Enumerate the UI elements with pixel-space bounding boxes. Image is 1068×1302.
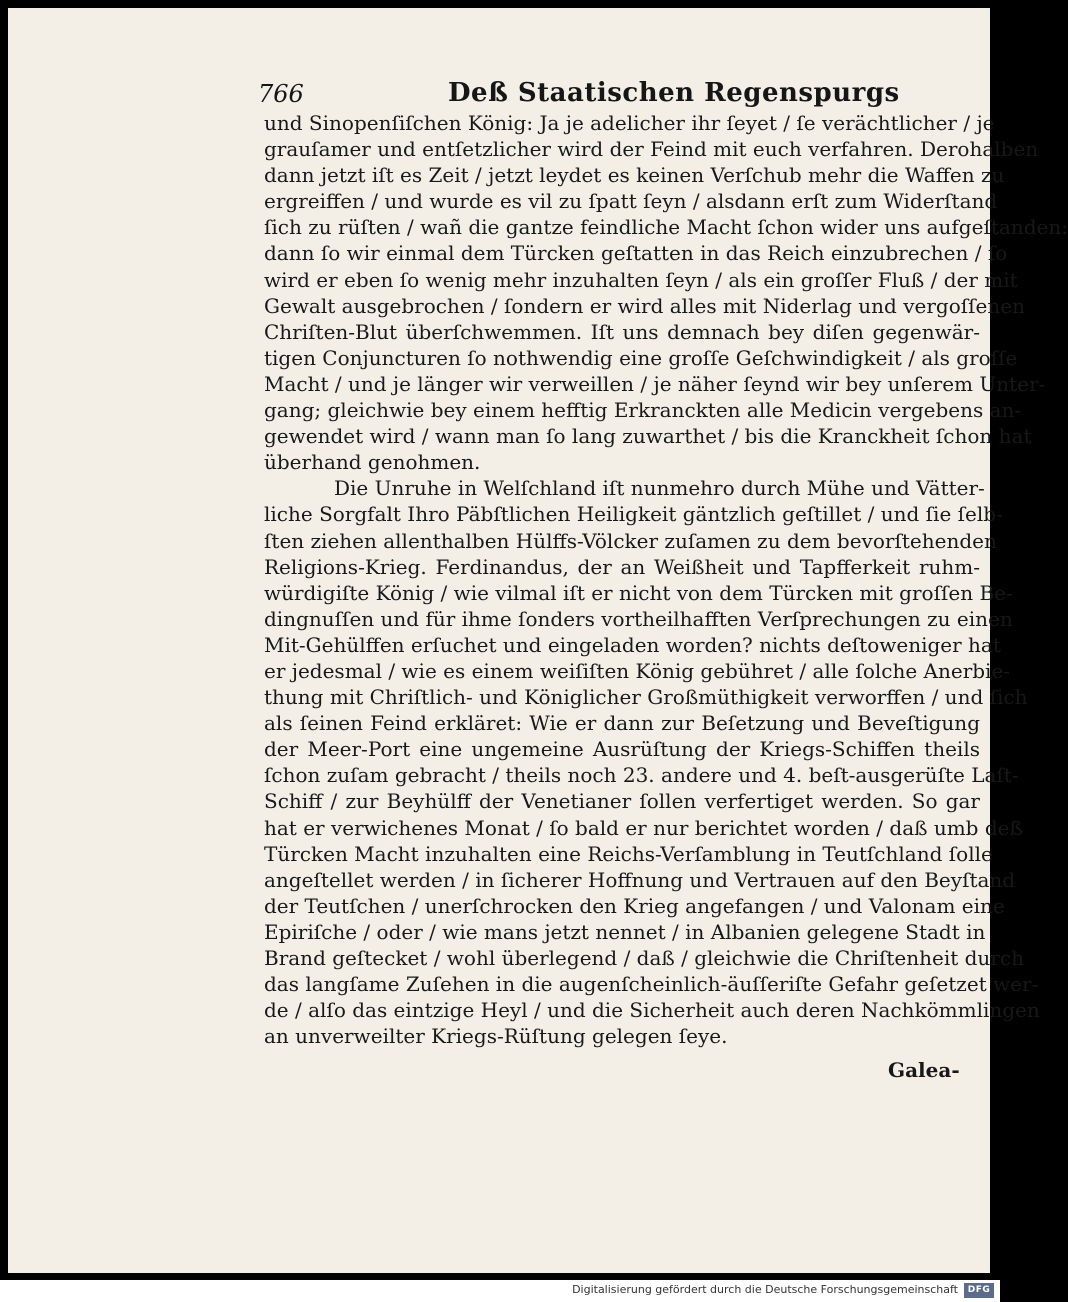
text-line: Türcken Macht inzuhalten eine Reichs-Verſamblung in Teutſchland ſolle xyxy=(264,841,993,866)
text-line: und Sinopenſiſchen König: Ja je adelicher ihr ſeyet / ſe verächtlicher / je xyxy=(264,111,995,135)
document-page xyxy=(8,8,1068,1273)
text-line: Die Unruhe in Welſchland iſt nunmehro durch Mühe und Vätter- xyxy=(334,476,985,501)
text-line: Macht / und je länger wir verweillen / je näher ſeynd wir bey unſerem Unter- xyxy=(264,371,1046,396)
text-line: der Teutſchen / unerſchrocken den Krieg angefangen / und Valonam eine xyxy=(264,893,1005,918)
text-line: ſchon zuſam gebracht / theils noch 23. andere und 4. beſt-ausgerüſte Laſt- xyxy=(264,763,1019,788)
text-line: dingnuſſen und für ihme ſonders vortheilhafften Verſprechungen zu einen xyxy=(264,606,1013,631)
text-line: Mit-Gehülffen erſuchet und eingeladen worden? nichts deſtoweniger hat xyxy=(264,632,1001,657)
text-line: Gewalt ausgebrochen / ſondern er wird alles mit Niderlag und vergoſſenen xyxy=(264,293,1025,318)
text-line: Chriſten-Blut überſchwemmen. Iſt uns demnach bey diſen gegenwär- xyxy=(264,319,980,344)
text-line: de / alſo das eintzige Heyl / und die Sicherheit auch deren Nachkömmlingen xyxy=(264,998,1040,1023)
body-text xyxy=(264,110,1068,1049)
paragraph-1 xyxy=(264,110,1068,475)
text-line: Schiff / zur Beyhülff der Venetianer ſollen verfertiget werden. So gar xyxy=(264,789,980,814)
text-line: dann jetzt iſt es Zeit / jetzt leydet es keinen Verſchub mehr die Waffen zu xyxy=(264,163,1005,188)
paragraph-2 xyxy=(264,475,1040,1049)
text-line: überhand genohmen. xyxy=(264,450,481,475)
text-line: Brand geſtecket / wohl überlegend / daß / gleichwie die Chriſtenheit durch xyxy=(264,946,1024,970)
funding-note: Digitalisierung gefördert durch die Deutsche Forschungsgemeinschaft xyxy=(572,1283,958,1296)
text-line: gang; gleichwie bey einem hefftig Erkranckten alle Medicin vergebens an- xyxy=(264,398,1022,423)
text-line: an unverweilter Kriegs-Rüſtung gelegen ſeye. xyxy=(264,1024,728,1049)
text-line: dann ſo wir einmal dem Türcken geſtatten in das Reich einzubrechen / ſo xyxy=(264,241,1008,266)
text-line: er jedesmal / wie es einem weiſiſten König gebühret / alle ſolche Anerbie- xyxy=(264,658,1011,683)
text-line: würdigiſte König / wie vilmal iſt er nicht von dem Türcken mit groſſen Be- xyxy=(264,580,1013,605)
text-line: das langſame Zuſehen in die augenſcheinlich-äuſſeriſte Gefahr geſetzet wer- xyxy=(264,972,1039,997)
text-line: als ſeinen Feind erkläret: Wie er dann zur Beſetzung und Beveſtigung xyxy=(264,711,980,736)
text-line: grauſamer und entſetzlicher wird der Feind mit euch verfahren. Derohalben xyxy=(264,137,1039,162)
text-line: hat er verwichenes Monat / ſo bald er nur berichtet worden / daß umb deß xyxy=(264,815,1023,840)
text-line: angeſtellet werden / in ſicherer Hoffnung und Vertrauen auf den Beyſtand xyxy=(264,867,1016,892)
text-line: liche Sorgfalt Ihro Päbſtlichen Heiligkeit gäntzlich geſtillet / und ſie ſelb- xyxy=(264,502,1003,527)
dfg-logo: DFG xyxy=(964,1283,994,1298)
text-line: Epiriſche / oder / wie mans jetzt nennet / in Albanien gelegene Stadt in xyxy=(264,919,986,944)
text-line: ergreiffen / und wurde es vil zu ſpatt ſeyn / alsdann erſt zum Widerſtand xyxy=(264,189,998,214)
page-number: 766 xyxy=(258,80,304,108)
text-line: gewendet wird / wann man ſo lang zuwarthet / bis die Kranckheit ſchon hat xyxy=(264,424,1032,449)
text-line: wird er eben ſo wenig mehr inzuhalten ſeyn / als ein groſſer Fluß / der mit xyxy=(264,267,1018,292)
text-line: Religions-Krieg. Ferdinandus, der an Weißheit und Tapfferkeit ruhm- xyxy=(264,554,980,579)
catchword: Galea- xyxy=(888,1058,960,1082)
text-line: der Meer-Port eine ungemeine Ausrüſtung der Kriegs-Schiffen theils xyxy=(264,737,980,762)
text-line: ſten ziehen allenthalben Hülffs-Völcker zuſamen zu dem bevorſtehenden xyxy=(264,528,997,553)
running-head: Deß Staatischen Regenspurgs xyxy=(448,78,900,108)
footer-bar xyxy=(0,1280,1000,1302)
text-line: ſich zu rüſten / wañ die gantze feindliche Macht ſchon wider uns aufgeſtanden: xyxy=(264,215,1068,240)
text-line: tigen Conjuncturen ſo nothwendig eine groſſe Geſchwindigkeit / als groſſe xyxy=(264,345,1018,370)
text-line: thung mit Chriſtlich- und Königlicher Großmüthigkeit verworffen / und ſich xyxy=(264,685,1028,710)
